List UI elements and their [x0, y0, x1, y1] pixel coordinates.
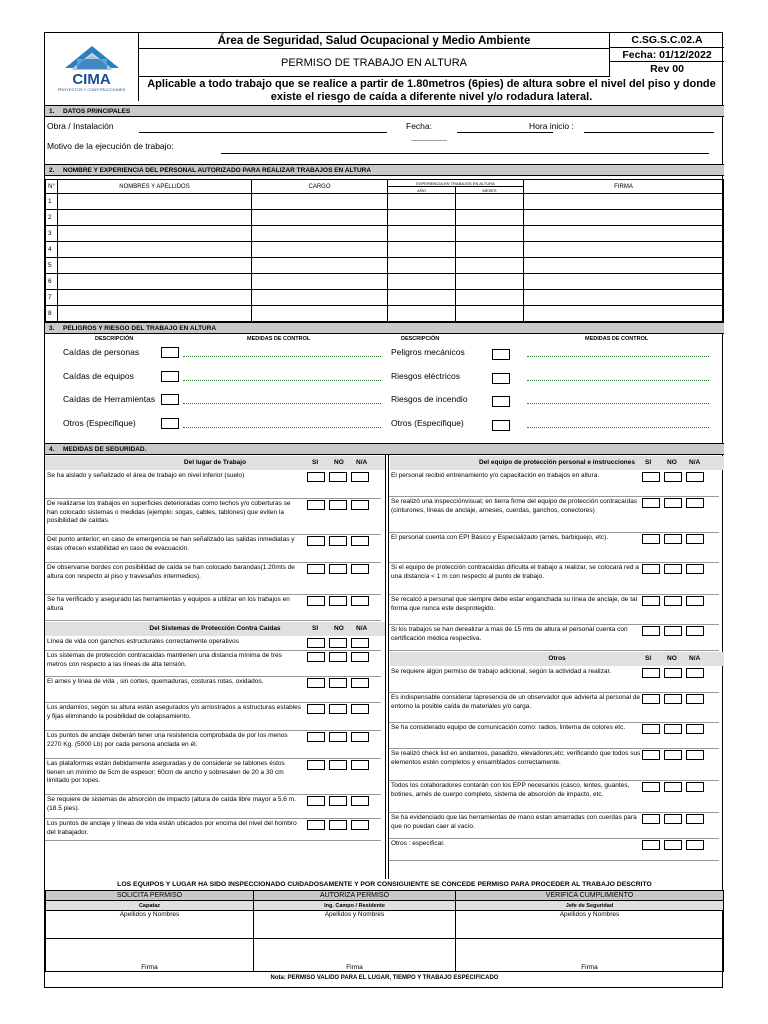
answer-na-checkbox[interactable] [351, 472, 369, 482]
sign-firma-field[interactable] [46, 939, 254, 972]
section-1-header [45, 105, 724, 117]
answer-no-checkbox[interactable] [329, 796, 347, 806]
answer-si-checkbox[interactable] [642, 596, 660, 606]
section-3-header [45, 322, 724, 334]
answer-na-checkbox[interactable] [686, 498, 704, 508]
measure-field[interactable] [527, 356, 709, 357]
row-divider [45, 702, 381, 703]
hazard-checkbox[interactable] [161, 371, 179, 382]
answer-na-checkbox[interactable] [351, 796, 369, 806]
measure-item: El personal recibió entrenamiento y/o capacitación en trabajos en altura. [391, 472, 600, 479]
measure-item: Es indispensable considerar lapresencia de un observador que advierta al personal de entorno la posible caída de materiales y/o carga. [391, 694, 640, 710]
answer-na-checkbox[interactable] [686, 840, 704, 850]
answer-no-checkbox[interactable] [664, 472, 682, 482]
row-divider [45, 676, 381, 677]
answer-col-label: SI [312, 459, 319, 466]
area-title: Área de Seguridad, Salud Ocupacional y Medio Ambiente [139, 33, 609, 49]
sign-col-title: VERIFICA CUMPLIMIENTO [456, 891, 724, 901]
answer-si-checkbox[interactable] [307, 500, 325, 510]
sign-names-field[interactable] [456, 911, 724, 939]
measure-group-header: Del Sistemas de Protección Contra Caídas [45, 622, 385, 636]
section-num: 2. [49, 167, 55, 174]
answer-col-label: N/A [356, 625, 368, 632]
approval-statement: LOS EQUIPOS Y LUGAR HA SIDO INSPECCIONADO CUIDADOSAMENTE Y POR CONSIGUIENTE SE CONCEDE PERMISO PARA PROCEDER AL TRABAJO DESCRITO [117, 881, 652, 888]
applicability-note: Aplicable a todo trabajo que se realice a partir de 1.80metros (6pies) de altura sobre el nivel del piso y donde existe el riesgo de caída a diferente nivel y/o rodadura lateral. [147, 78, 716, 103]
section-num: 4. [49, 446, 55, 453]
hazard-checkbox[interactable] [492, 349, 510, 360]
measure-field[interactable] [527, 403, 709, 404]
answer-si-checkbox[interactable] [642, 750, 660, 760]
hazard-desc-header: DESCRIPCIÓN [95, 336, 134, 342]
sign-col-title: AUTORIZA PERMISO [254, 891, 456, 901]
section-num: 3. [49, 325, 55, 332]
measure-item: Los sistemas de protección contracaídas mantienen una distancia mínima de tres metros con respecto a las líneas de alta tensión. [47, 652, 282, 668]
measure-item: Se realizó check list en andamios, pasadizo, elevadores,etc; verificando que todos sus elementos estén completos y ensamblados correctamente. [391, 750, 641, 766]
firma-label: Firma [141, 964, 158, 971]
row-divider [389, 496, 719, 497]
firma-label: Firma [581, 964, 598, 971]
fecha-field[interactable] [457, 132, 553, 133]
row-divider [45, 758, 381, 759]
row-divider [389, 860, 719, 861]
hazard-item: Caídas de Herramientas [63, 394, 156, 404]
answer-no-checkbox[interactable] [329, 638, 347, 648]
answer-na-checkbox[interactable] [686, 564, 704, 574]
measure-item: Se recalcó a personal que siempre debe estar enganchada su línea de anclaje, de tal forma que nunca este desprotegido. [391, 596, 638, 612]
answer-si-checkbox[interactable] [307, 732, 325, 742]
answer-na-checkbox[interactable] [686, 750, 704, 760]
measure-item: Se ha evidenciado que las herramientas de mano estan amarradas con cuerdas para que no puedan caer al vacío. [391, 814, 637, 830]
answer-no-checkbox[interactable] [329, 652, 347, 662]
measure-item: Se ha considerado equipo de comunicación como: radios, linterna de colores etc. [391, 724, 626, 731]
permit-form [44, 32, 723, 988]
measure-field[interactable] [527, 427, 709, 428]
answer-no-checkbox[interactable] [329, 596, 347, 606]
answer-na-checkbox[interactable] [351, 596, 369, 606]
doc-code: C.SG.S.C.02.A [610, 33, 724, 48]
answer-na-checkbox[interactable] [351, 500, 369, 510]
sign-col-title: SOLICITA PERMISO [46, 891, 254, 901]
row-divider [45, 650, 381, 651]
hazard-checkbox[interactable] [161, 347, 179, 358]
measure-item: Otros : especificar. [391, 840, 445, 847]
answer-na-checkbox[interactable] [686, 814, 704, 824]
logo-subtext: PROYECTOS Y CONSTRUCCIONES [57, 86, 126, 92]
answer-si-checkbox[interactable] [307, 760, 325, 770]
section-title: NOMBRE Y EXPERIENCIA DEL PERSONAL AUTORIZADO PARA REALIZAR TRABAJOS EN ALTURA [63, 167, 372, 174]
measure-item: Línea de vida con ganchos estructurales correctamente operativos [47, 638, 239, 645]
measure-item: Si los trabajos se han derealizar a mas de 15 mts de altura el personal cuenta con certificación médica respectiva. [391, 626, 628, 642]
answer-na-checkbox[interactable] [686, 596, 704, 606]
hazard-measures-header: MEDIDAS DE CONTROL [247, 336, 311, 342]
answer-si-checkbox[interactable] [307, 638, 325, 648]
hazard-checkbox[interactable] [161, 418, 179, 429]
firma-label: Firma [346, 964, 363, 971]
answer-no-checkbox[interactable] [329, 536, 347, 546]
answer-no-checkbox[interactable] [664, 814, 682, 824]
measure-item: El personal cuenta con EPI Básico y Especializado (arnés, barbiquejo, etc). [391, 534, 609, 541]
answer-no-checkbox[interactable] [664, 782, 682, 792]
answer-col-label: NO [334, 625, 344, 632]
row-divider [389, 812, 719, 813]
measure-item: Se ha aislado y señalizado el área de trabajo en nivel inferior (suelo) [47, 472, 245, 479]
names-label: Apellidos y Nombres [324, 911, 385, 918]
logo-text: CIMA [72, 70, 111, 88]
hora-field[interactable] [584, 132, 714, 133]
answer-col-label: N/A [356, 459, 368, 466]
answer-col-label: SI [645, 655, 652, 662]
table-row: 1 [46, 194, 724, 210]
col-names: NOMBRES Y APELLIDOS [58, 180, 252, 194]
col-experience: EXPERIENCIA EN TRABAJOS EN ALTURA [388, 180, 524, 187]
answer-no-checkbox[interactable] [329, 500, 347, 510]
answer-si-checkbox[interactable] [642, 782, 660, 792]
answer-no-checkbox[interactable] [329, 704, 347, 714]
table-row: 3 [46, 226, 724, 242]
measure-item: Se realizó una inspecciónvisual; en tierra firme del equipo de protección contracaídas (cinturones, líneas de anclaje, arneses, cuerdas, ganchos, conectores) [391, 498, 638, 514]
measure-item: Se ha verificado y asegurado las herramientas y equipos a utilizar en los trabajos en altura [47, 596, 290, 612]
obra-label: Obra / Instalación [47, 121, 114, 131]
answer-si-checkbox[interactable] [642, 840, 660, 850]
row-divider [389, 780, 719, 781]
hazard-checkbox[interactable] [161, 394, 179, 405]
answer-na-checkbox[interactable] [686, 626, 704, 636]
answer-no-checkbox[interactable] [664, 840, 682, 850]
answer-no-checkbox[interactable] [664, 626, 682, 636]
hazard-checkbox[interactable] [492, 373, 510, 384]
answer-si-checkbox[interactable] [642, 534, 660, 544]
motivo-dashes: ------------------ [411, 138, 447, 144]
table-row: 2 [46, 210, 724, 226]
answer-no-checkbox[interactable] [664, 564, 682, 574]
answer-na-checkbox[interactable] [351, 704, 369, 714]
names-label: Apellidos y Nombres [559, 911, 620, 918]
column-divider [385, 455, 386, 879]
answer-na-checkbox[interactable] [351, 652, 369, 662]
hazard-checkbox[interactable] [492, 420, 510, 431]
answer-si-checkbox[interactable] [307, 564, 325, 574]
measure-field[interactable] [183, 356, 381, 357]
column-divider [388, 455, 389, 879]
motivo-label: Motivo de la ejecución de trabajo: [47, 141, 174, 151]
table-row: 4 [46, 242, 724, 258]
hazard-item: Peligros mecánicos [391, 347, 465, 357]
answer-si-checkbox[interactable] [307, 704, 325, 714]
answer-na-checkbox[interactable] [686, 534, 704, 544]
table-row: 7 [46, 290, 724, 306]
row-divider [389, 722, 719, 723]
section-title: MEDIDAS DE SEGURIDAD. [63, 446, 147, 453]
answer-na-checkbox[interactable] [686, 724, 704, 734]
answer-na-checkbox[interactable] [686, 782, 704, 792]
obra-field[interactable] [139, 132, 387, 133]
answer-si-checkbox[interactable] [642, 668, 660, 678]
row-divider [45, 794, 381, 795]
sign-firma-field[interactable] [254, 939, 456, 972]
answer-no-checkbox[interactable] [664, 750, 682, 760]
signature-table [45, 890, 724, 972]
row-divider [389, 624, 719, 625]
measure-item: Los puntos de anclaje y líneas de vida están ubicados por encima del nivel del hombro del trabajador. [47, 820, 297, 836]
answer-na-checkbox[interactable] [351, 678, 369, 688]
measure-item: Se requiere algún permiso de trabajo adicional, según la actividad a realizar. [391, 668, 612, 675]
answer-si-checkbox[interactable] [642, 564, 660, 574]
answer-col-label: NO [334, 459, 344, 466]
section-title: PELIGROS Y RIESGO DEL TRABAJO EN ALTURA [63, 325, 217, 332]
answer-si-checkbox[interactable] [307, 678, 325, 688]
answer-no-checkbox[interactable] [329, 564, 347, 574]
answer-no-checkbox[interactable] [329, 760, 347, 770]
table-row: 6 [46, 274, 724, 290]
row-divider [389, 692, 719, 693]
measure-item: Si el equipo de protección contracaídas dificulta el trabajo a realizar, se colocará red a una distancia < 1 m con respecto al punto de trabajo. [391, 564, 639, 580]
answer-si-checkbox[interactable] [307, 472, 325, 482]
answer-no-checkbox[interactable] [664, 694, 682, 704]
sign-firma-field[interactable] [456, 939, 724, 972]
answer-no-checkbox[interactable] [329, 820, 347, 830]
row-divider [389, 748, 719, 749]
validity-note: Nota: PERMISO VALIDO PARA EL LUGAR, TIEMPO Y TRABAJO ESPECIFICADO [270, 975, 499, 981]
measure-field[interactable] [527, 380, 709, 381]
hazard-item: Otros (Especifique) [391, 418, 464, 428]
section-4-header [45, 443, 724, 455]
house-logo-icon [61, 42, 123, 72]
answer-col-label: NO [667, 459, 677, 466]
personnel-table [45, 179, 724, 322]
measure-item: El arnes y línea de vida , sin cortes, quemaduras, costuras rotas, oxidados. [47, 678, 264, 685]
hazard-item: Caídas de personas [63, 347, 140, 357]
table-row: 8 [46, 306, 724, 322]
row-divider [45, 730, 381, 731]
hazard-desc-header-2: DESCRIPCIÓN [401, 336, 440, 342]
hazard-item: Riesgos eléctricos [391, 371, 460, 381]
measure-field[interactable] [183, 403, 381, 404]
answer-si-checkbox[interactable] [642, 814, 660, 824]
answer-col-label: N/A [689, 459, 701, 466]
sign-role: Jefe de Seguridad [456, 901, 724, 911]
sign-names-field[interactable] [254, 911, 456, 939]
answer-na-checkbox[interactable] [686, 472, 704, 482]
answer-no-checkbox[interactable] [664, 596, 682, 606]
col-months: MESES [456, 187, 524, 194]
row-divider [45, 562, 381, 563]
row-divider [389, 650, 719, 651]
answer-no-checkbox[interactable] [329, 678, 347, 688]
measure-item: Los puntos de anclaje deberán tener una resistencia comprobada de por los menos 2270 Kg. (5000 Lb) por cada persona anclada en él. [47, 732, 288, 748]
answer-na-checkbox[interactable] [686, 668, 704, 678]
measure-group-header: Del lugar de Trabajo [45, 456, 385, 470]
col-cargo: CARGO [252, 180, 388, 194]
answer-no-checkbox[interactable] [664, 724, 682, 734]
doc-rev: Rev 00 [650, 63, 684, 76]
sign-names-field[interactable] [46, 911, 254, 939]
answer-si-checkbox[interactable] [642, 498, 660, 508]
answer-si-checkbox[interactable] [307, 796, 325, 806]
answer-col-label: SI [645, 459, 652, 466]
row-divider [45, 840, 381, 841]
answer-si-checkbox[interactable] [642, 724, 660, 734]
answer-na-checkbox[interactable] [686, 694, 704, 704]
answer-col-label: N/A [689, 655, 701, 662]
answer-si-checkbox[interactable] [307, 536, 325, 546]
row-divider [389, 562, 719, 563]
measure-item: Todos los colaboradores contarán con los EPP necesarios (casco, lentes, guantes, botines, arnés de cuerpo completo, sistema de absorción de impacto, etc. [391, 782, 630, 798]
answer-si-checkbox[interactable] [307, 820, 325, 830]
sign-role: Ing. Campo / Residente [254, 901, 456, 911]
answer-col-label: NO [667, 655, 677, 662]
company-logo [45, 33, 139, 101]
answer-na-checkbox[interactable] [351, 638, 369, 648]
hora-label: Hora inicio : [529, 121, 574, 131]
measure-field[interactable] [183, 380, 381, 381]
answer-no-checkbox[interactable] [664, 498, 682, 508]
answer-no-checkbox[interactable] [664, 668, 682, 678]
answer-si-checkbox[interactable] [307, 652, 325, 662]
measure-item: De observarse bordes con posibilidad de caída se han colocado barandas(1.20mts de altura con respecto al piso y travesaños intermedios). [47, 564, 295, 580]
sign-role: Capataz [46, 901, 254, 911]
answer-si-checkbox[interactable] [642, 472, 660, 482]
col-n: N° [46, 180, 58, 194]
answer-na-checkbox[interactable] [351, 536, 369, 546]
row-divider [389, 838, 719, 839]
motivo-field[interactable] [221, 153, 709, 154]
row-divider [45, 534, 381, 535]
fecha-label: Fecha: [406, 121, 432, 131]
section-title: DATOS PRINCIPALES [63, 108, 131, 115]
hazard-item: Otros (Especifique) [63, 418, 136, 428]
measure-field[interactable] [183, 427, 381, 428]
measure-item: Los andamios, según su altura están asegurados y/o arriostrados a estructuras estables y fijas eliminando la posibilidad de colapsamiento. [47, 704, 302, 720]
section-2-header [45, 164, 724, 176]
hazard-item: Riesgos de incendio [391, 394, 468, 404]
measure-item: Se requiere de sistemas de absorción de impacto (altura de caída libre mayor a 5.6 m. (18.5 pies). [47, 796, 296, 812]
answer-si-checkbox[interactable] [642, 694, 660, 704]
col-years: AÑO [388, 187, 456, 194]
doc-code-block [609, 33, 724, 77]
row-divider [45, 620, 381, 621]
measure-item: Del punto anterior; en caso de emergencia se han señalizado las salidas inmediatas y éstas ofrecen estabilidad en caso de evacuación. [47, 536, 295, 552]
names-label: Apellidos y Nombres [119, 911, 180, 918]
row-divider [389, 532, 719, 533]
measure-item: Las plataformas están debidamente aseguradas y de considerar se tablones éstos tienen un mínimo de 5cm de espesor; 60cm de ancho y sobresalen de 20 a 30 cm limitado por topes. [47, 760, 285, 784]
answer-si-checkbox[interactable] [642, 626, 660, 636]
hazard-measures-header-2: MEDIDAS DE CONTROL [585, 336, 649, 342]
measure-item: De realizarse los trabajos en superficies deterioradas como techos y/o coberturas se han colocado sistemas o medidas (ejemplo: sogas, cables, tablones) que eviten la posibilidad de caídas. [47, 500, 291, 524]
answer-si-checkbox[interactable] [307, 596, 325, 606]
answer-no-checkbox[interactable] [664, 534, 682, 544]
answer-col-label: SI [312, 625, 319, 632]
answer-na-checkbox[interactable] [351, 760, 369, 770]
col-firma: FIRMA [524, 180, 724, 194]
section-num: 1. [49, 108, 55, 115]
doc-title: PERMISO DE TRABAJO EN ALTURA [139, 49, 609, 77]
answer-no-checkbox[interactable] [329, 472, 347, 482]
measure-group-header: Del equipo de protección personal e instrucciones [390, 456, 724, 470]
measure-group-header: Otros [390, 652, 724, 666]
row-divider [45, 594, 381, 595]
row-divider [389, 594, 719, 595]
answer-no-checkbox[interactable] [329, 732, 347, 742]
hazard-item: Caídas de equipos [63, 371, 134, 381]
answer-na-checkbox[interactable] [351, 732, 369, 742]
table-row: 5 [46, 258, 724, 274]
doc-date: Fecha: 01/12/2022 [610, 48, 724, 63]
answer-na-checkbox[interactable] [351, 820, 369, 830]
answer-na-checkbox[interactable] [351, 564, 369, 574]
row-divider [45, 818, 381, 819]
row-divider [45, 498, 381, 499]
hazard-checkbox[interactable] [492, 396, 510, 407]
